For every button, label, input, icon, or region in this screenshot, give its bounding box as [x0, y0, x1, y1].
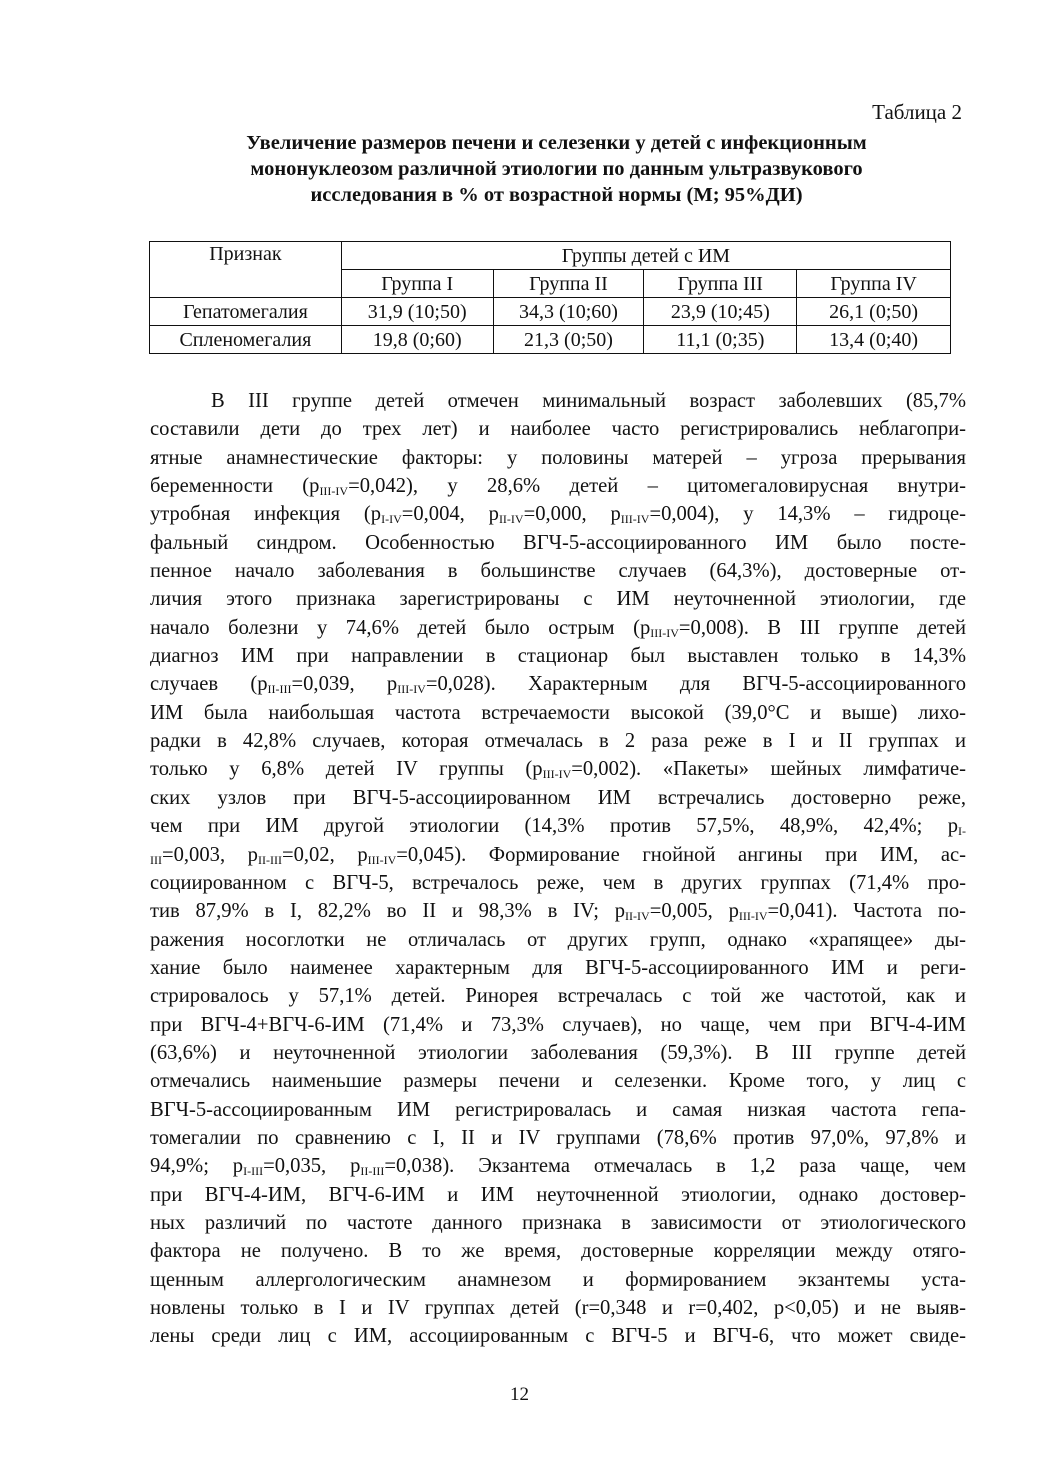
paragraph-line: стрировалось у 57,1% детей. Ринорея встречалась с той же частотой, как и: [150, 985, 966, 1008]
paragraph-line: щенным аллергологическим анамнезом и формированием экзантемы уста-: [150, 1268, 966, 1291]
body-paragraph: [150, 387, 966, 1351]
paragraph-line: томегалии по сравнению с I, II и IV группами (78,6% против 97,0%, 97,8% и: [150, 1126, 966, 1149]
table-label: Таблица 2: [872, 100, 962, 124]
paragraph-line: фактора не получено. В то же время, достоверные корреляции между отяго-: [150, 1240, 966, 1263]
row-label: Спленомегалия: [150, 326, 342, 354]
paragraph-line: $_{III}$=0,003, $p_{II-III}=0,02$, $p_{III-IV}=0,045$). Формирование гнойной ангины при ИМ, ас-: [150, 843, 967, 867]
title-line: Увеличение размеров печени и селезенки у детей с инфекционным: [246, 132, 867, 154]
table-cell: 31,9 (10;50): [341, 298, 493, 326]
paragraph-line: ражения носоглотки не отличалась от других групп, однако «храпящее» ды-: [150, 928, 966, 951]
page-number: 12: [510, 1384, 529, 1405]
paragraph-line: начало болезни у 74,6% детей было острым $(p_{III-IV}=0,008)$. В III группе детей: [150, 616, 967, 640]
paragraph-line: только у 6,8% детей IV группы $(p_{III-IV}=0,002)$. «Пакеты» шейных лимфатиче-: [150, 758, 966, 782]
paragraph-line: В III группе детей отмечен минимальный возраст заболевших (85,7%: [211, 390, 966, 412]
column-header: Группа I: [341, 270, 493, 298]
title-line: мононуклеозом различной этиологии по данным ультразвукового: [250, 158, 863, 180]
paragraph-line: личия этого признака зарегистрированы с ИМ неуточненной этиологии, где: [150, 588, 966, 611]
row-label: Гепатомегалия: [150, 298, 342, 326]
header-groups: Группы детей с ИМ: [341, 242, 950, 270]
table-row: [150, 326, 951, 354]
table-cell: 21,3 (0;50): [493, 326, 644, 354]
table-cell: 23,9 (10;45): [644, 298, 797, 326]
paragraph-line: отмечались наименьшие размеры печени и селезенки. Кроме того, у лиц с: [150, 1070, 966, 1093]
paragraph-line: составили дети до трех лет) и наиболее часто регистрировались неблагопри-: [150, 418, 966, 441]
paragraph-line: при ВГЧ-4-ИМ, ВГЧ-6-ИМ и ИМ неуточненной этиологии, однако достовер-: [150, 1183, 966, 1206]
paragraph-line: ных различий по частоте данного признака в зависимости от этиологического: [150, 1211, 966, 1234]
paragraph-line: ИМ была наибольшая частота встречаемости высокой (39,0°С и выше) лихо-: [150, 701, 966, 724]
paragraph-line: ских узлов при ВГЧ-5-ассоциированном ИМ встречались достоверно реже,: [150, 786, 966, 809]
paragraph-line: беременности $(p_{III-IV}=0,042)$, у 28,6% детей – цитомегаловирусная внутри-: [150, 475, 966, 499]
table-title: [150, 130, 963, 208]
paragraph-line: чем при ИМ другой этиологии (14,3% против 57,5%, 48,9%, 42,4%; $p_{I-}$: [150, 815, 966, 839]
paragraph-line: утробная инфекция ($p_{I-IV}=0,004$, $p_{II-IV}=0,000$, $p_{III-IV}=0,004$), у 14,3% – гидроце-: [150, 503, 966, 527]
paragraph-line: радки в 42,8% случаев, которая отмечалась в 2 раза реже в I и II группах и: [150, 730, 966, 753]
column-header: Группа II: [493, 270, 644, 298]
title-line: исследования в % от возрастной нормы (М; 95%ДИ): [310, 184, 803, 206]
paragraph-line: пенное начало заболевания в большинстве случаев (64,3%), достоверные от-: [150, 560, 966, 583]
paragraph-line: лены среди лиц с ИМ, ассоциированным с ВГЧ-5 и ВГЧ-6, что может свиде-: [150, 1325, 966, 1348]
paragraph-line: при ВГЧ-4+ВГЧ-6-ИМ (71,4% и 73,3% случаев), но чаще, чем при ВГЧ-4-ИМ: [150, 1013, 966, 1036]
paragraph-line: социированном с ВГЧ-5, встречалось реже, чем в других группах (71,4% про-: [150, 871, 966, 894]
paragraph-line: ятные анамнестические факторы: у половины матерей – угроза прерывания: [150, 446, 966, 469]
column-header: Группа IV: [797, 270, 951, 298]
table-cell: 19,8 (0;60): [341, 326, 493, 354]
paragraph-line: случаев ($p_{II-III}=0,039$, $p_{III-IV}=0,028$). Характерным для ВГЧ-5-ассоциированного: [150, 673, 966, 697]
paragraph-line: хание было наименее характерным для ВГЧ-5-ассоциированного ИМ и реги-: [150, 956, 966, 979]
header-feature: Признак: [150, 242, 342, 298]
column-header: Группа III: [644, 270, 797, 298]
paragraph-line: фальный синдром. Особенностью ВГЧ-5-ассоциированного ИМ было посте-: [150, 531, 966, 554]
table-cell: 34,3 (10;60): [493, 298, 644, 326]
data-table: [149, 241, 951, 354]
table-row: [150, 298, 951, 326]
table-cell: 11,1 (0;35): [644, 326, 797, 354]
paragraph-line: (63,6%) и неуточненной этиологии заболевания (59,3%). В III группе детей: [150, 1041, 966, 1064]
paragraph-line: ВГЧ-5-ассоциированным ИМ регистрировалась и самая низкая частота гепа-: [150, 1098, 966, 1121]
table-cell: 26,1 (0;50): [797, 298, 951, 326]
paragraph-line: новлены только в I и IV группах детей (r=0,348 и r=0,402, p<0,05) и не выяв-: [150, 1297, 966, 1319]
table-cell: 13,4 (0;40): [797, 326, 951, 354]
paragraph-line: диагноз ИМ при направлении в стационар был выставлен только в 14,3%: [150, 645, 966, 668]
paragraph-line: тив 87,9% в I, 82,2% во II и 98,3% в IV; $p_{II-IV}=0,005$, $p_{III-IV}=0,041$). Частота по-: [150, 900, 967, 924]
paragraph-line: 94,9%; $p_{I-III}=0,035$, $p_{II-III}=0,038$). Экзантема отмечалась в 1,2 раза чаще, чем: [150, 1155, 966, 1179]
